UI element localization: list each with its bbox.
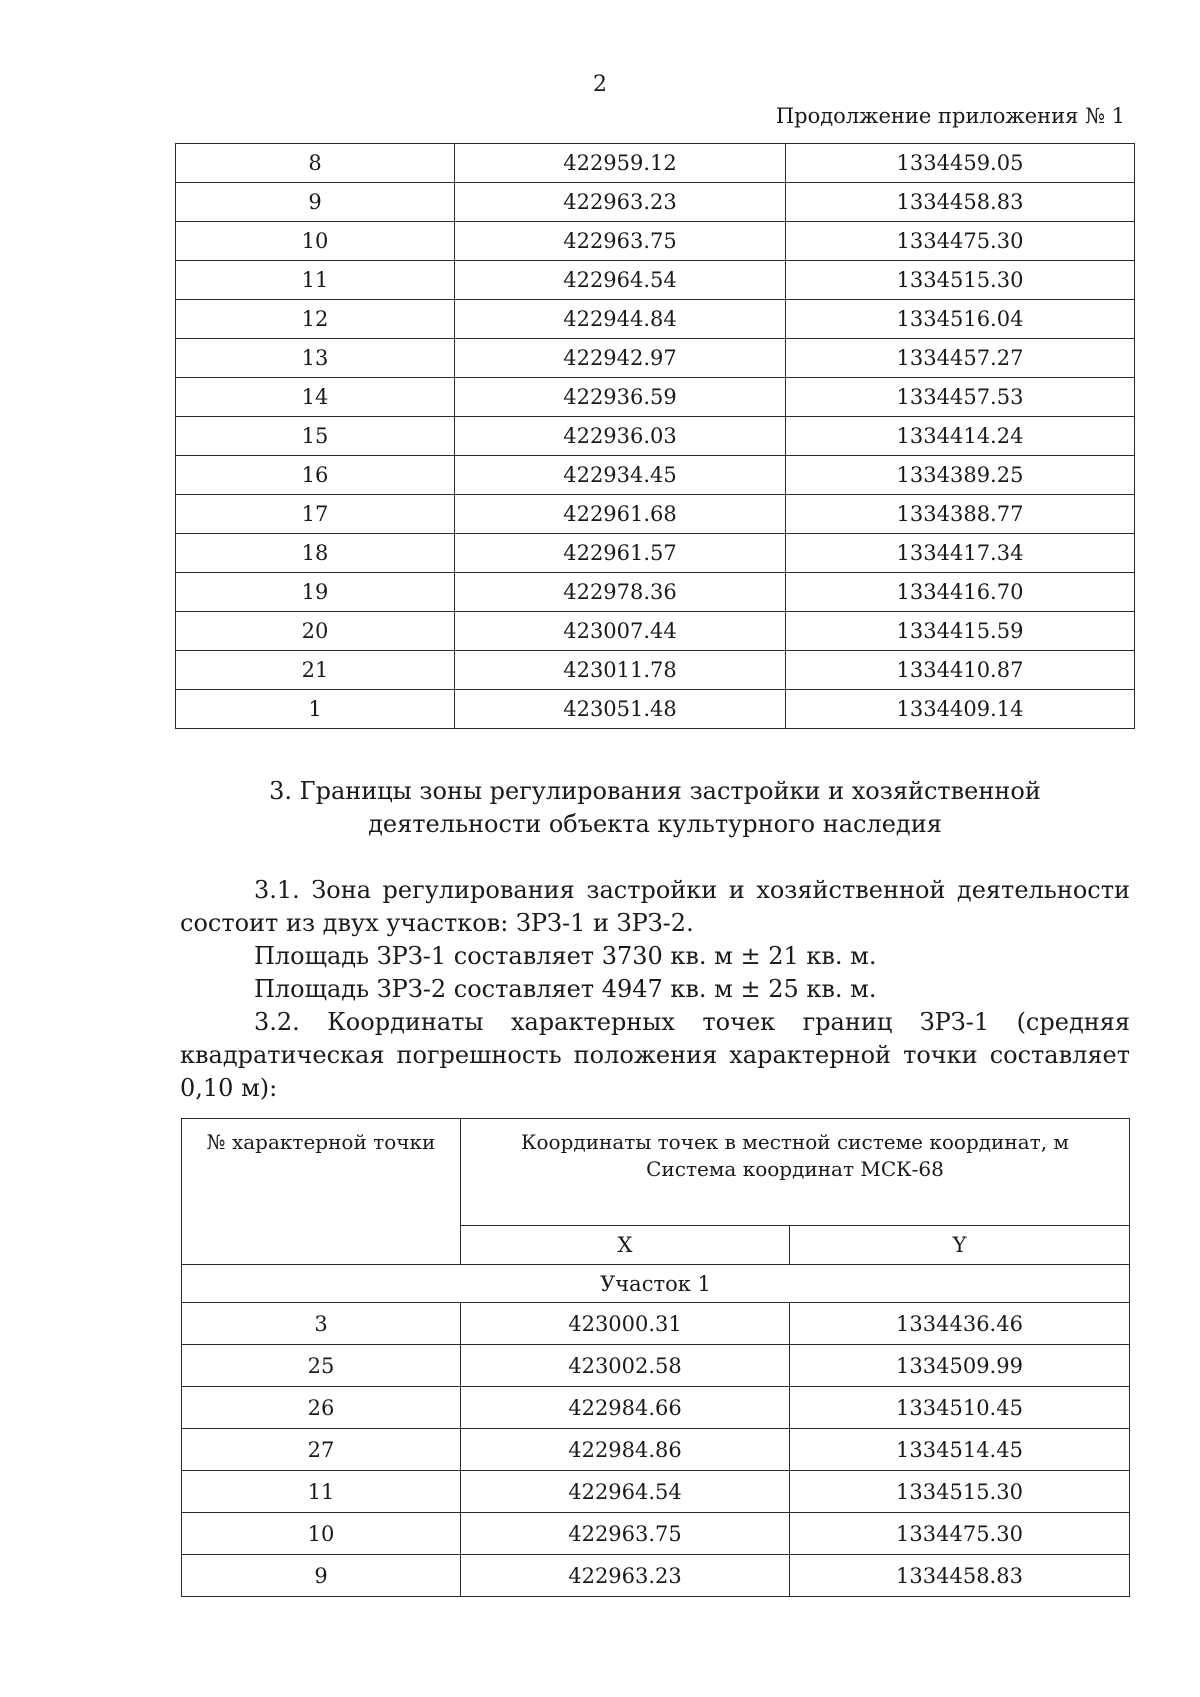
x-coordinate-cell: 422936.59 [455,378,786,417]
y-coordinate-cell: 1334475.30 [786,222,1135,261]
area-zrz2-paragraph: Площадь ЗРЗ-2 составляет 4947 кв. м ± 25 кв. м. [254,975,877,1003]
point-number-cell: 17 [176,495,455,534]
point-number-cell: 26 [182,1387,461,1429]
table-row [176,456,1135,495]
y-coordinate-cell: 1334415.59 [786,612,1135,651]
point-number-cell: 20 [176,612,455,651]
table1-body [176,144,1135,729]
table-row [176,261,1135,300]
table-row [176,573,1135,612]
x-coordinate-cell: 422963.75 [461,1513,790,1555]
point-number-cell: 9 [176,183,455,222]
y-coordinate-cell: 1334457.27 [786,339,1135,378]
x-coordinate-cell: 422978.36 [455,573,786,612]
page-number: 2 [593,72,607,97]
table-row [182,1429,1130,1471]
x-coordinate-cell: 422963.75 [455,222,786,261]
y-coordinate-cell: 1334388.77 [786,495,1135,534]
header-coordinates [461,1119,1130,1226]
y-coordinate-cell: 1334416.70 [786,573,1135,612]
y-coordinate-cell: 1334417.34 [786,534,1135,573]
coordinates-table-continued [175,143,1135,729]
point-number-cell: 27 [182,1429,461,1471]
header-y: Y [790,1226,1130,1265]
point-number-cell: 10 [182,1513,461,1555]
table-row [182,1555,1130,1597]
section-3-heading [175,775,1135,841]
y-coordinate-cell: 1334475.30 [790,1513,1130,1555]
point-number-cell: 15 [176,417,455,456]
table-row [176,144,1135,183]
point-number-cell: 18 [176,534,455,573]
point-number-cell: 12 [176,300,455,339]
x-coordinate-cell: 422942.97 [455,339,786,378]
point-number-cell: 21 [176,651,455,690]
table-row [182,1303,1130,1345]
point-number-cell: 10 [176,222,455,261]
y-coordinate-cell: 1334509.99 [790,1345,1130,1387]
header-point-number: № характерной точки [182,1119,461,1265]
section-label: Участок 1 [182,1265,1130,1303]
y-coordinate-cell: 1334436.46 [790,1303,1130,1345]
table-row [176,378,1135,417]
point-number-cell: 9 [182,1555,461,1597]
x-coordinate-cell: 422961.57 [455,534,786,573]
x-coordinate-cell: 423002.58 [461,1345,790,1387]
point-number-cell: 11 [182,1471,461,1513]
y-coordinate-cell: 1334458.83 [790,1555,1130,1597]
header-coords-line-2: Система координат МСК-68 [646,1157,944,1181]
paragraph-3-2-line-3: 0,10 м): [180,1074,278,1102]
x-coordinate-cell: 422959.12 [455,144,786,183]
table-row [182,1345,1130,1387]
point-number-cell: 1 [176,690,455,729]
y-coordinate-cell: 1334457.53 [786,378,1135,417]
table-row [176,690,1135,729]
area-zrz1-paragraph: Площадь ЗРЗ-1 составляет 3730 кв. м ± 21 кв. м. [254,942,877,970]
header-x: X [461,1226,790,1265]
x-coordinate-cell: 423000.31 [461,1303,790,1345]
table-row [176,534,1135,573]
x-coordinate-cell: 422936.03 [455,417,786,456]
x-coordinate-cell: 423011.78 [455,651,786,690]
point-number-cell: 16 [176,456,455,495]
point-number-cell: 8 [176,144,455,183]
y-coordinate-cell: 1334389.25 [786,456,1135,495]
y-coordinate-cell: 1334409.14 [786,690,1135,729]
x-coordinate-cell: 422984.66 [461,1387,790,1429]
table-row [176,300,1135,339]
y-coordinate-cell: 1334514.45 [790,1429,1130,1471]
y-coordinate-cell: 1334459.05 [786,144,1135,183]
point-number-cell: 14 [176,378,455,417]
table-row [176,417,1135,456]
point-number-cell: 25 [182,1345,461,1387]
paragraph-3-2-line-2: квадратическая погрешность положения характерной точки составляет [180,1041,1130,1069]
point-number-cell: 3 [182,1303,461,1345]
x-coordinate-cell: 422944.84 [455,300,786,339]
zrz1-coordinates-table [181,1118,1130,1597]
table-row [176,183,1135,222]
table-row [176,651,1135,690]
y-coordinate-cell: 1334414.24 [786,417,1135,456]
section-row [182,1265,1130,1303]
point-number-cell: 11 [176,261,455,300]
y-coordinate-cell: 1334458.83 [786,183,1135,222]
table-row [176,495,1135,534]
table-row [176,612,1135,651]
y-coordinate-cell: 1334510.45 [790,1387,1130,1429]
x-coordinate-cell: 422963.23 [461,1555,790,1597]
paragraph-3-1-line-1: 3.1. Зона регулирования застройки и хозяйственной деятельности [254,876,1130,904]
paragraph-3-2-line-1: 3.2. Координаты характерных точек границ ЗРЗ-1 (средняя [254,1008,1130,1036]
x-coordinate-cell: 422984.86 [461,1429,790,1471]
x-coordinate-cell: 423007.44 [455,612,786,651]
point-number-cell: 13 [176,339,455,378]
table-row [176,222,1135,261]
table2-header-row [182,1119,1130,1226]
y-coordinate-cell: 1334516.04 [786,300,1135,339]
table-row [176,339,1135,378]
table-row [182,1513,1130,1555]
heading-line-1: 3. Границы зоны регулирования застройки и хозяйственной [269,777,1041,805]
y-coordinate-cell: 1334515.30 [786,261,1135,300]
x-coordinate-cell: 422934.45 [455,456,786,495]
x-coordinate-cell: 422963.23 [455,183,786,222]
table2-body [182,1119,1130,1597]
continuation-label: Продолжение приложения № 1 [775,104,1125,128]
table-row [182,1471,1130,1513]
header-coords-line-1: Координаты точек в местной системе координат, м [521,1130,1069,1154]
table-row [182,1387,1130,1429]
y-coordinate-cell: 1334515.30 [790,1471,1130,1513]
paragraph-3-1-line-2: состоит из двух участков: ЗРЗ-1 и ЗРЗ-2. [180,909,694,937]
point-number-cell: 19 [176,573,455,612]
x-coordinate-cell: 422964.54 [455,261,786,300]
heading-line-2: деятельности объекта культурного наследия [368,810,942,838]
y-coordinate-cell: 1334410.87 [786,651,1135,690]
x-coordinate-cell: 423051.48 [455,690,786,729]
x-coordinate-cell: 422961.68 [455,495,786,534]
x-coordinate-cell: 422964.54 [461,1471,790,1513]
